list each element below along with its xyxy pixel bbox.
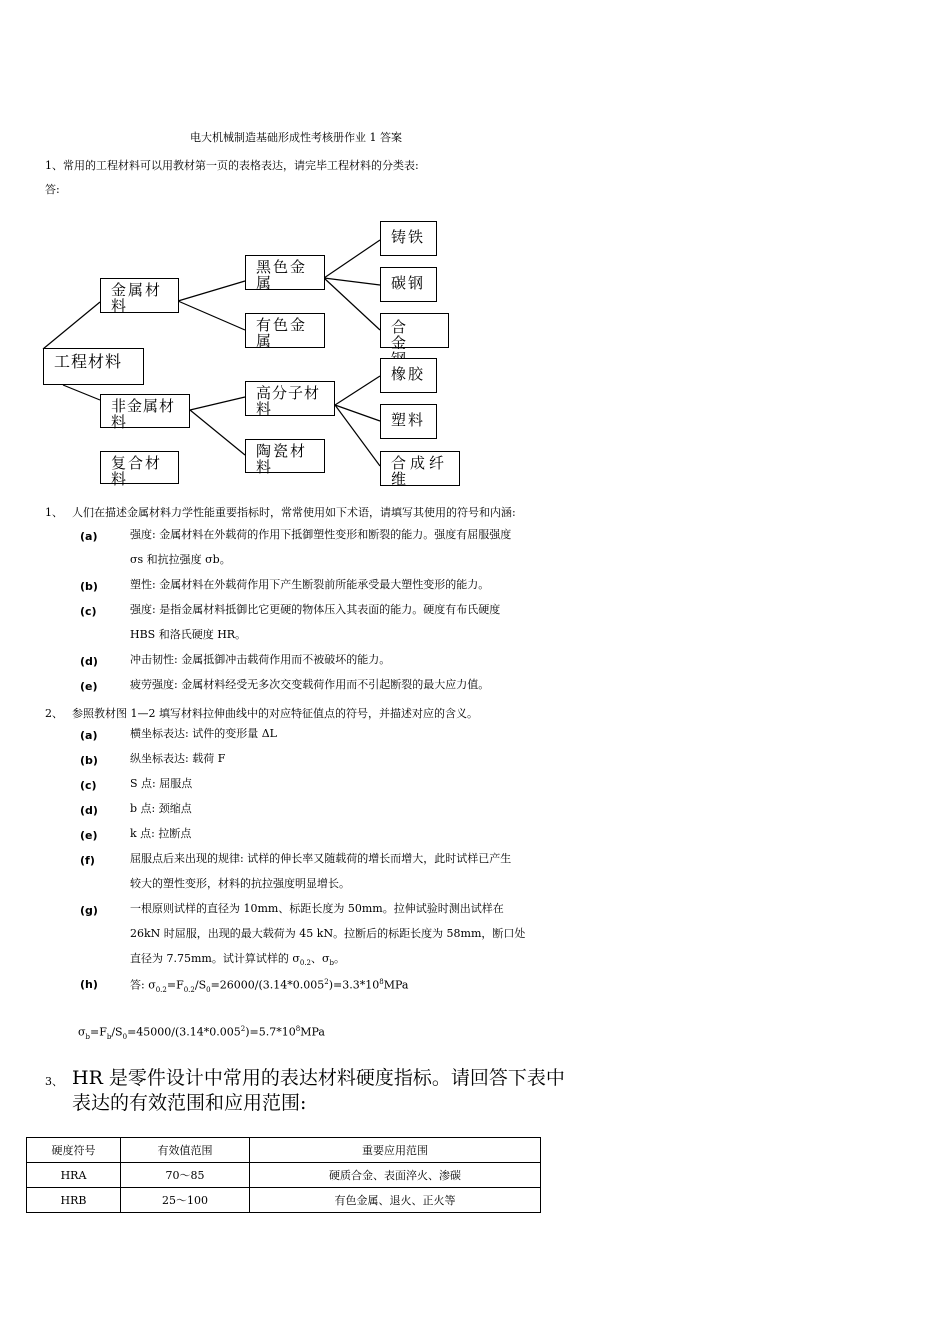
tree-node-alloy-steel: 合金 — [380, 313, 449, 348]
section-text: 参照教材图 1—2 填写材料拉伸曲线中的对应特征值点的符号，并描述对应的含义。 — [72, 707, 478, 720]
item-label: (e) — [80, 829, 98, 842]
item-label: (g) — [80, 904, 98, 917]
tree-node-nonmetal: 非金属材料 — [100, 394, 190, 428]
answer-sigma-b: $\sigma_b=F_b/S_0=45000/(3.14*0.005^2)=5.7*10^8MPa$ — [78, 1025, 325, 1041]
tree-node-nonferrous: 有色金属 — [245, 313, 325, 348]
tree-node-carbon-steel: 碳钢 — [380, 267, 437, 302]
page-title: 电大机械制造基础形成性考核册作业 1 答案 — [190, 131, 402, 144]
answer-sigma-02: 答: $\sigma_{0.2}=F_{0.2}/S_0=26000/(3.14*0.005^2)=3.3*10^8MPa$ — [130, 978, 409, 994]
table-header: 有效值范围 — [121, 1138, 250, 1163]
item-line: 冲击韧性: 金属抵御冲击载荷作用而不被破坏的能力。 — [130, 653, 391, 666]
table-row — [27, 1188, 541, 1213]
section-num: 2、 — [45, 707, 63, 720]
item-line: 疲劳强度: 金属材料经受无多次交变载荷作用而不引起断裂的最大应力值。 — [130, 678, 490, 691]
tree-node-rubber: 橡胶 — [380, 358, 437, 393]
item-line: HBS 和洛氏硬度 HR。 — [130, 628, 247, 641]
item-line: b 点: 颈缩点 — [130, 802, 192, 815]
question-1: 1、常用的工程材料可以用教材第一页的表格表达，请完毕工程材料的分类表: — [45, 159, 419, 172]
item-label: (a) — [80, 530, 98, 543]
item-line: 纵坐标表达: 载荷 F — [130, 752, 226, 765]
item-label: (d) — [80, 804, 98, 817]
answer-label: 答: — [45, 183, 60, 196]
hardness-table — [26, 1137, 541, 1213]
item-label: (b) — [80, 754, 98, 767]
item-line: 较大的塑性变形，材料的抗拉强度明显增长。 — [130, 877, 350, 890]
item-line: 塑性: 金属材料在外载荷作用下产生断裂前所能承受最大塑性变形的能力。 — [130, 578, 490, 591]
table-header: 硬度符号 — [27, 1138, 121, 1163]
item-label: (b) — [80, 580, 98, 593]
tree-node-metal: 金属材料 — [100, 278, 179, 313]
table-row — [27, 1163, 541, 1188]
table-cell: HRA — [27, 1163, 121, 1188]
tree-node-engineering-materials: 工程材料 — [43, 348, 144, 385]
table-header: 重要应用范围 — [250, 1138, 541, 1163]
item-line-formula: 直径为 7.75mm。试计算试样的 $\sigma_{0.2}$、$\sigma_b$。 — [130, 952, 345, 968]
item-label: (d) — [80, 655, 98, 668]
tree-node-polymer: 高分子材料 — [245, 381, 335, 416]
table-cell: 有色金属、退火、正火等 — [250, 1188, 541, 1213]
table-cell: 硬质合金、表面淬火、渗碳 — [250, 1163, 541, 1188]
tree-node-ferrous: 黑色金属 — [245, 255, 325, 290]
tree-node-cast-iron: 铸铁 — [380, 221, 437, 256]
item-line: 屈服点后来出现的规律: 试样的伸长率又随载荷的增长而增大，此时试样已产生 — [130, 852, 512, 865]
item-line: 横坐标表达: 试件的变形量 ΔL — [130, 727, 277, 740]
tree-node-plastic: 塑料 — [380, 404, 437, 439]
item-label: (c) — [80, 605, 97, 618]
tree-node-composite: 复合材料 — [100, 451, 179, 484]
item-line: 强度: 金属材料在外载荷的作用下抵御塑性变形和断裂的能力。强度有屈服强度 — [130, 528, 512, 541]
table-cell: 25～100 — [121, 1188, 250, 1213]
item-line: S 点: 屈服点 — [130, 777, 193, 790]
item-line: 强度: 是指金属材料抵御比它更硬的物体压入其表面的能力。硬度有布氏硬度 — [130, 603, 501, 616]
section-num: 1、 — [45, 506, 63, 519]
section-text: 人们在描述金属材料力学性能重要指标时，常常使用如下术语，请填写其使用的符号和内涵: — [72, 506, 516, 519]
item-label: (c) — [80, 779, 97, 792]
item-line: 一根原则试样的直径为 10mm、标距长度为 50mm。拉伸试验时测出试样在 — [130, 902, 504, 915]
tree-node-ceramic: 陶瓷材料 — [245, 439, 325, 473]
tree-node-synthetic-fiber: 合成纤维 — [380, 451, 460, 486]
section-text: HR 是零件设计中常用的表达材料硬度指标。请回答下表中表达的有效范围和应用范围: — [72, 1067, 565, 1114]
table-cell: 70～85 — [121, 1163, 250, 1188]
table-cell: HRB — [27, 1188, 121, 1213]
item-label: (e) — [80, 680, 98, 693]
item-line: σs 和抗拉强度 σb。 — [130, 553, 231, 566]
item-line: k 点: 拉断点 — [130, 827, 192, 840]
item-label: (a) — [80, 729, 98, 742]
item-label: (h) — [80, 978, 98, 991]
table-header-row — [27, 1138, 541, 1163]
item-line: 26kN 时屈服，出现的最大载荷为 45 kN。拉断后的标距长度为 58mm，断口处 — [130, 927, 526, 940]
section-num: 3、 — [45, 1075, 63, 1088]
item-label: (f) — [80, 854, 95, 867]
